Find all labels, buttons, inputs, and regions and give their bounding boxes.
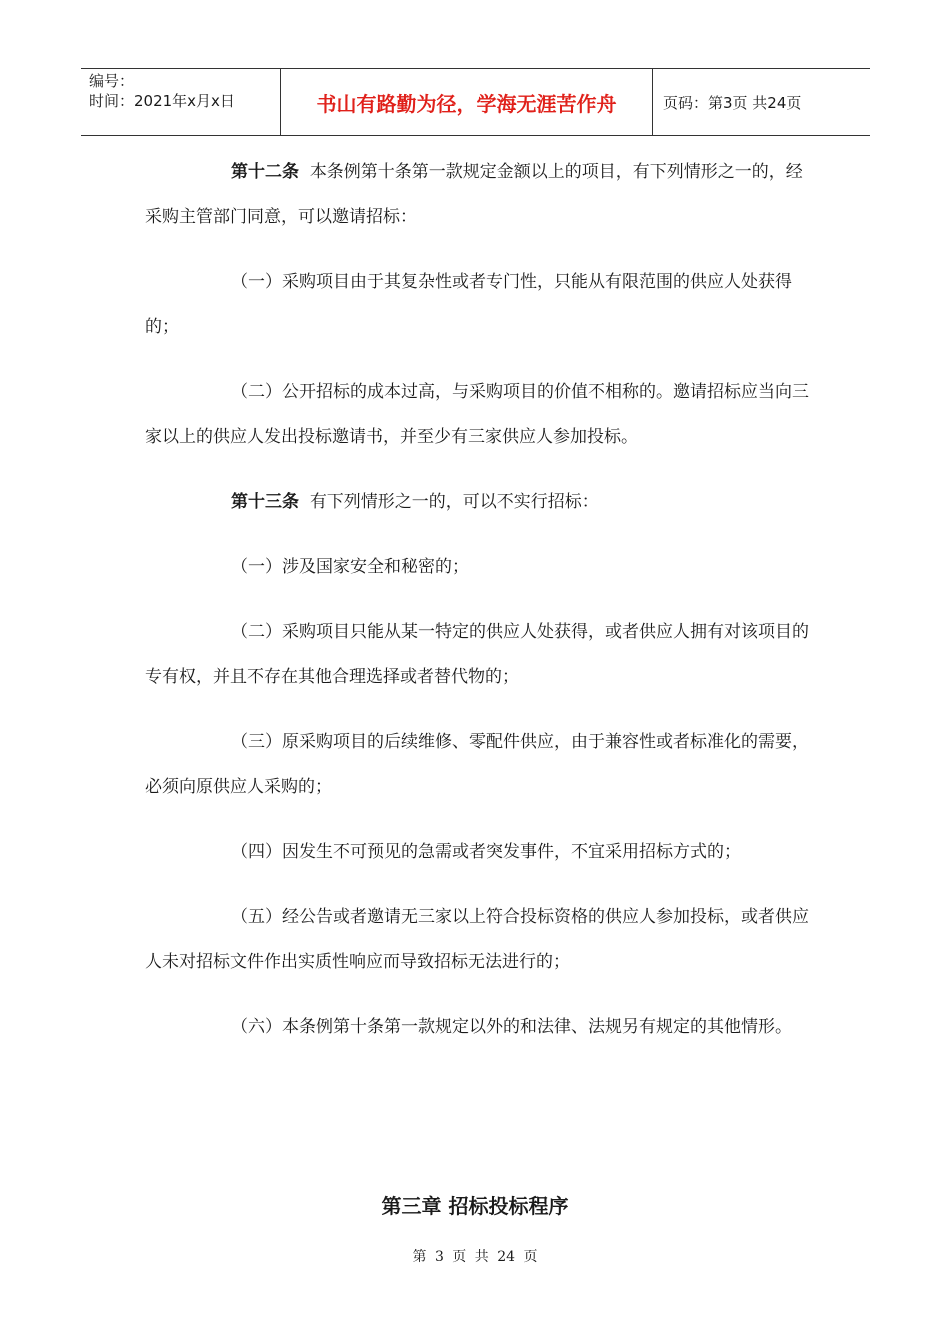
clause-paragraph: （二）采购项目只能从某一特定的供应人处获得，或者供应人拥有对该项目的专有权，并且不存在其他合理选择或者替代物的； — [145, 622, 809, 687]
article-text: 本条例第十条第一款规定金额以上的项目，有下列情形之一的，经采购主管部门同意，可以邀请招标： — [145, 162, 803, 227]
document-body — [145, 150, 813, 1070]
article-text: 有下列情形之一的，可以不实行招标： — [309, 492, 599, 512]
clause-paragraph: （六）本条例第十条第一款规定以外的和法律、法规另有规定的其他情形。 — [231, 1017, 792, 1037]
clause-paragraph: （五）经公告或者邀请无三家以上符合投标资格的供应人参加投标，或者供应人未对招标文件作出实质性响应而导致招标无法进行的； — [145, 907, 809, 972]
page-footer: 第 3 页 共 24 页 — [412, 1249, 538, 1265]
article-13 — [145, 480, 813, 525]
header-motto: 书山有路勤为径，学海无涯苦作舟 — [281, 69, 653, 135]
number-label: 编号： — [89, 72, 135, 90]
article-12 — [145, 150, 813, 240]
clause-paragraph: （一）涉及国家安全和秘密的； — [231, 557, 469, 577]
clause-paragraph: （三）原采购项目的后续维修、零配件供应，由于兼容性或者标准化的需要，必须向原供应人采购的； — [145, 732, 809, 797]
clause-paragraph: （二）公开招标的成本过高，与采购项目的价值不相称的。邀请招标应当向三家以上的供应人发出投标邀请书，并至少有三家供应人参加投标。 — [145, 382, 809, 447]
header-meta — [81, 69, 281, 135]
article-title: 第十三条 — [231, 492, 299, 512]
clause-paragraph: （四）因发生不可预见的急需或者突发事件，不宜采用招标方式的； — [231, 842, 741, 862]
article-title: 第十二条 — [231, 162, 299, 182]
clause-paragraph: （一）采购项目由于其复杂性或者专门性，只能从有限范围的供应人处获得的； — [145, 272, 792, 337]
time-label: 时间：2021年x月x日 — [89, 92, 235, 110]
chapter-title: 第三章 招标投标程序 — [381, 1194, 569, 1218]
page-header — [81, 68, 870, 136]
header-page-info: 页码：第3页 共24页 — [663, 93, 802, 112]
